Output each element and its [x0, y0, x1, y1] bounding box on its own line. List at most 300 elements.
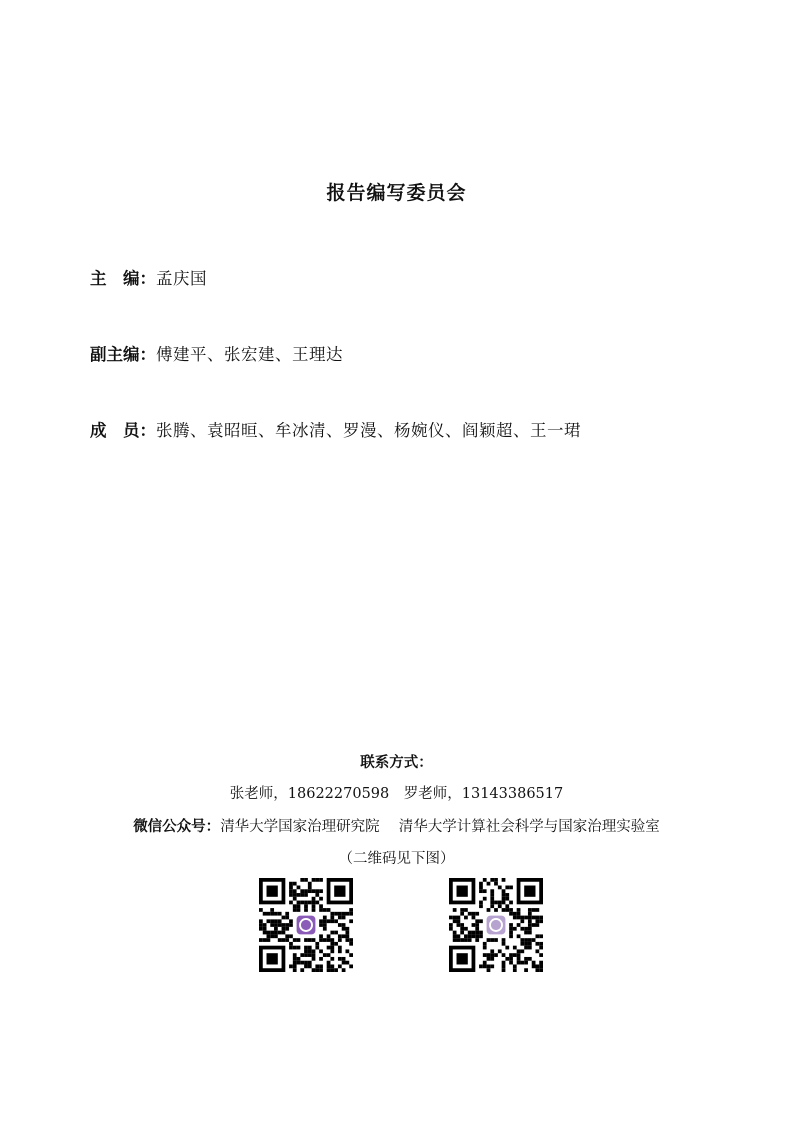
qr-module: [498, 904, 502, 908]
qr-module: [505, 946, 509, 950]
qr-module: [297, 957, 301, 961]
qr-module: [539, 942, 543, 946]
qr-module: [532, 908, 536, 912]
qr-module: [468, 938, 472, 942]
qr-module: [487, 882, 491, 886]
qr-module: [312, 949, 316, 953]
qr-module: [297, 904, 301, 908]
qr-module: [520, 961, 524, 965]
qr-module: [460, 923, 464, 927]
qr-module: [498, 886, 502, 890]
qr-module: [289, 882, 293, 886]
qr-module: [342, 927, 346, 931]
qr-module: [535, 949, 539, 953]
qr-module: [319, 919, 323, 923]
qr-module: [297, 901, 301, 905]
qr-module: [267, 938, 271, 942]
qr-module: [330, 968, 334, 972]
qr-module: [315, 878, 319, 882]
qr-module: [490, 889, 494, 893]
qr-module: [327, 908, 331, 912]
qr-module: [505, 886, 509, 890]
qr-module: [293, 908, 297, 912]
qr-module: [319, 897, 323, 901]
qr-module: [323, 923, 327, 927]
qr-module: [323, 938, 327, 942]
qr-module: [274, 934, 278, 938]
qr-module: [449, 927, 453, 931]
qr-module: [509, 923, 513, 927]
qr-module: [472, 912, 476, 916]
qr-module: [345, 949, 349, 953]
page-title: 报告编写委员会: [326, 182, 467, 204]
qr-module: [535, 923, 539, 927]
qr-module: [285, 938, 289, 942]
qr-module: [263, 912, 267, 916]
qr-module: [535, 934, 539, 938]
qr-module: [327, 964, 331, 968]
qr-module: [453, 919, 457, 923]
qr-module: [502, 901, 506, 905]
qr-module: [293, 938, 297, 942]
qr-module: [457, 919, 461, 923]
qr-module: [289, 923, 293, 927]
qr-module: [479, 882, 483, 886]
qr-module: [263, 938, 267, 942]
qr-module: [502, 968, 506, 972]
qr-module: [308, 882, 312, 886]
qr-module: [334, 912, 338, 916]
qr-module: [513, 927, 517, 931]
qr-module: [490, 964, 494, 968]
qr-module: [464, 927, 468, 931]
qr-module: [460, 938, 464, 942]
qr-module: [502, 938, 506, 942]
qr-module: [323, 927, 327, 931]
qr-module: [494, 953, 498, 957]
qr-module: [509, 886, 513, 890]
qr-module: [494, 901, 498, 905]
qr-module: [319, 968, 323, 972]
qr-module: [289, 942, 293, 946]
qr-module: [315, 942, 319, 946]
qr-module: [315, 946, 319, 950]
qr-module: [282, 916, 286, 920]
qr-module: [342, 957, 346, 961]
qr-module: [345, 912, 349, 916]
qr-module: [304, 878, 308, 882]
qr-module: [524, 938, 528, 942]
qr-module: [315, 964, 319, 968]
qr-module: [502, 893, 506, 897]
qr-module: [345, 927, 349, 931]
qr-module: [300, 968, 304, 972]
qr-module: [517, 912, 521, 916]
qr-module: [327, 968, 331, 972]
qr-module: [460, 912, 464, 916]
qr-module: [323, 916, 327, 920]
qr-module: [270, 923, 274, 927]
qr-module: [502, 953, 506, 957]
qr-module: [338, 934, 342, 938]
qr-module: [270, 908, 274, 912]
qr-module: [464, 916, 468, 920]
qr-module: [528, 923, 532, 927]
qr-module: [263, 931, 267, 935]
qr-module: [490, 897, 494, 901]
qr-module: [524, 942, 528, 946]
qr-module: [487, 938, 491, 942]
qr-code-icon: [449, 878, 543, 972]
qr-module: [509, 957, 513, 961]
qr-module: [502, 878, 506, 882]
qr-module: [293, 953, 297, 957]
qr-module: [327, 938, 331, 942]
qr-module: [475, 923, 479, 927]
qr-module: [517, 953, 521, 957]
qr-module: [289, 934, 293, 938]
qr-module: [338, 957, 342, 961]
qr-module: [297, 946, 301, 950]
qr-module: [487, 953, 491, 957]
qr-module: [453, 931, 457, 935]
qr-module: [475, 919, 479, 923]
qr-module: [509, 961, 513, 965]
qr-module: [490, 904, 494, 908]
qr-module: [479, 889, 483, 893]
qr-module: [502, 942, 506, 946]
qr-module: [528, 908, 532, 912]
qr-module: [267, 953, 278, 964]
qr-module: [334, 886, 345, 897]
qr-module: [327, 961, 331, 965]
qr-module: [468, 934, 472, 938]
qr-module: [483, 964, 487, 968]
qr-module: [479, 901, 483, 905]
qr-module: [345, 934, 349, 938]
qr-module: [532, 964, 536, 968]
qr-module: [312, 901, 316, 905]
qr-module: [304, 938, 308, 942]
qr-module: [532, 923, 536, 927]
qr-module: [315, 968, 319, 972]
qr-module: [330, 957, 334, 961]
qr-module: [274, 923, 278, 927]
qr-module: [338, 949, 342, 953]
qr-module: [338, 916, 342, 920]
qr-module: [278, 938, 282, 942]
qr-module: [509, 912, 513, 916]
qr-module: [304, 904, 308, 908]
qr-module: [323, 953, 327, 957]
qr-module: [338, 946, 342, 950]
qr-module: [475, 927, 479, 931]
qr-module: [330, 938, 334, 942]
qr-module: [517, 934, 521, 938]
qr-module: [532, 938, 536, 942]
qr-module: [282, 927, 286, 931]
qr-module: [319, 938, 323, 942]
qr-module: [505, 904, 509, 908]
qr-module: [334, 968, 338, 972]
qr-module: [539, 968, 543, 972]
qr-module: [308, 964, 312, 968]
qr-module: [349, 953, 353, 957]
qr-module: [490, 893, 494, 897]
qr-module: [319, 923, 323, 927]
qr-module: [267, 931, 271, 935]
qr-module: [327, 934, 331, 938]
qr-module: [312, 904, 316, 908]
qr-module: [274, 912, 278, 916]
qr-module: [513, 953, 517, 957]
qr-module: [315, 893, 319, 897]
qr-module: [483, 878, 487, 882]
qr-module: [532, 916, 536, 920]
qr-module: [483, 897, 487, 901]
qr-module: [513, 964, 517, 968]
qr-module: [479, 904, 483, 908]
wechat-accounts: 清华大学国家治理研究院 清华大学计算社会科学与国家治理实验室: [220, 819, 660, 835]
qr-module: [494, 908, 498, 912]
qr-module: [297, 893, 301, 897]
qr-module: [300, 961, 304, 965]
qr-module: [528, 931, 532, 935]
qr-module: [312, 889, 316, 893]
qr-module: [349, 908, 353, 912]
qr-module: [475, 931, 479, 935]
qr-module: [524, 968, 528, 972]
qr-module: [457, 923, 461, 927]
qr-module: [330, 942, 334, 946]
deputy-editors-row: [90, 341, 343, 365]
qr-module: [282, 931, 286, 935]
qr-module: [517, 916, 521, 920]
qr-module: [460, 908, 464, 912]
qr-module: [513, 946, 517, 950]
qr-module: [475, 934, 479, 938]
qr-module: [289, 886, 293, 890]
qr-module: [502, 961, 506, 965]
qr-module: [259, 919, 263, 923]
qr-module: [342, 968, 346, 972]
qr-module: [457, 916, 461, 920]
qr-module: [330, 916, 334, 920]
qr-module: [528, 957, 532, 961]
qr-module: [472, 931, 476, 935]
qr-module: [285, 927, 289, 931]
members-label: 成 员：: [90, 421, 156, 440]
qr-module: [285, 923, 289, 927]
qr-module: [349, 964, 353, 968]
qr-module: [457, 953, 468, 964]
qr-module: [342, 934, 346, 938]
qr-module: [517, 957, 521, 961]
qr-module: [513, 968, 517, 972]
qr-module: [524, 886, 535, 897]
qr-module: [349, 919, 353, 923]
qr-module: [490, 901, 494, 905]
qr-module: [487, 957, 491, 961]
contact-title: 联系方式：: [360, 755, 433, 771]
qr-code-icon: [259, 878, 353, 972]
qr-module: [274, 931, 278, 935]
qr-module: [464, 908, 468, 912]
qr-module: [349, 912, 353, 916]
members-row: [90, 417, 581, 441]
qr-module: [270, 912, 274, 916]
qr-module: [315, 889, 319, 893]
qr-module: [498, 901, 502, 905]
qr-module: [308, 961, 312, 965]
qr-module: [304, 964, 308, 968]
qr-module: [539, 964, 543, 968]
qr-module: [472, 916, 476, 920]
qr-module: [319, 964, 323, 968]
qr-module: [483, 889, 487, 893]
qr-module: [475, 938, 479, 942]
qr-module: [520, 916, 524, 920]
qr-module: [483, 942, 487, 946]
qr-module: [539, 961, 543, 965]
qr-module: [487, 908, 491, 912]
qr-module: [304, 908, 308, 912]
qr-module: [327, 946, 331, 950]
qr-module: [323, 908, 327, 912]
qr-module: [472, 934, 476, 938]
qr-module: [539, 916, 543, 920]
qr-module: [449, 916, 453, 920]
qr-module: [304, 946, 308, 950]
qr-module: [308, 949, 312, 953]
qr-module: [502, 889, 506, 893]
qr-module: [259, 938, 263, 942]
qr-module: [319, 878, 323, 882]
qr-module: [483, 961, 487, 965]
qr-module: [524, 916, 528, 920]
qr-module: [270, 919, 274, 923]
qr-module: [479, 886, 483, 890]
qr-module: [304, 953, 308, 957]
qr-module: [297, 938, 301, 942]
qr-module: [502, 897, 506, 901]
qr-module: [278, 931, 282, 935]
qr-module: [330, 946, 334, 950]
qr-module: [319, 957, 323, 961]
qr-module: [513, 916, 517, 920]
qr-module: [505, 908, 509, 912]
qr-module: [479, 964, 483, 968]
qr-module: [330, 919, 334, 923]
qr-module: [490, 957, 494, 961]
qr-module: [327, 919, 331, 923]
qr-module: [494, 878, 498, 882]
qr-module: [464, 934, 468, 938]
qr-module: [505, 897, 509, 901]
qr-module: [453, 938, 457, 942]
qr-module: [349, 938, 353, 942]
qr-module: [532, 961, 536, 965]
qr-module: [293, 897, 297, 901]
qr-module: [535, 942, 539, 946]
qr-module: [539, 919, 543, 923]
qr-module: [308, 946, 312, 950]
qr-module: [509, 908, 513, 912]
qr-module: [487, 968, 491, 972]
qr-module: [319, 904, 323, 908]
qr-module: [453, 916, 457, 920]
qr-module: [304, 889, 308, 893]
qr-module: [520, 938, 524, 942]
chief-editor-row: [90, 265, 207, 289]
qr-module: [483, 953, 487, 957]
deputy-editors-names: 傅建平、张宏建、王理达: [156, 345, 343, 364]
qr-module: [479, 931, 483, 935]
qr-module: [297, 961, 301, 965]
qr-module: [494, 938, 498, 942]
qr-code-svg-1: [259, 878, 353, 972]
qr-module: [285, 934, 289, 938]
qr-module: [259, 923, 263, 927]
qr-module: [300, 878, 304, 882]
qr-module: [334, 931, 338, 935]
qr-module: [289, 964, 293, 968]
qr-module: [520, 927, 524, 931]
qr-module: [524, 927, 528, 931]
qr-module: [453, 934, 457, 938]
qr-module: [487, 964, 491, 968]
qr-module: [323, 919, 327, 923]
qr-module: [319, 949, 323, 953]
qr-module: [300, 901, 304, 905]
qr-module: [539, 953, 543, 957]
qr-module: [345, 931, 349, 935]
qr-module: [502, 964, 506, 968]
qr-module: [483, 946, 487, 950]
qr-module: [293, 957, 297, 961]
qr-module: [263, 927, 267, 931]
qr-module: [528, 946, 532, 950]
qr-module: [509, 901, 513, 905]
qr-module: [289, 919, 293, 923]
qr-module: [517, 949, 521, 953]
qr-module: [278, 912, 282, 916]
qr-module: [334, 942, 338, 946]
qr-code-svg-2: [449, 878, 543, 972]
qr-module: [524, 946, 528, 950]
qr-module: [263, 923, 267, 927]
qr-module: [289, 889, 293, 893]
qr-module: [472, 923, 476, 927]
qr-module: [349, 942, 353, 946]
qr-module: [289, 893, 293, 897]
qr-module: [338, 912, 342, 916]
qr-module: [528, 919, 532, 923]
qr-module: [449, 923, 453, 927]
qr-module: [490, 949, 494, 953]
members-names: 张腾、袁昭晅、牟冰清、罗漫、杨婉仪、阎颖超、王一珺: [156, 421, 581, 440]
qr-module: [312, 908, 316, 912]
qr-module: [293, 961, 297, 965]
qr-module: [517, 961, 521, 965]
qr-module: [490, 953, 494, 957]
chief-editor-label: 主 编：: [90, 269, 156, 288]
qr-module: [338, 923, 342, 927]
qr-module: [319, 889, 323, 893]
qr-module: [304, 949, 308, 953]
qr-module: [460, 931, 464, 935]
qr-module: [289, 901, 293, 905]
